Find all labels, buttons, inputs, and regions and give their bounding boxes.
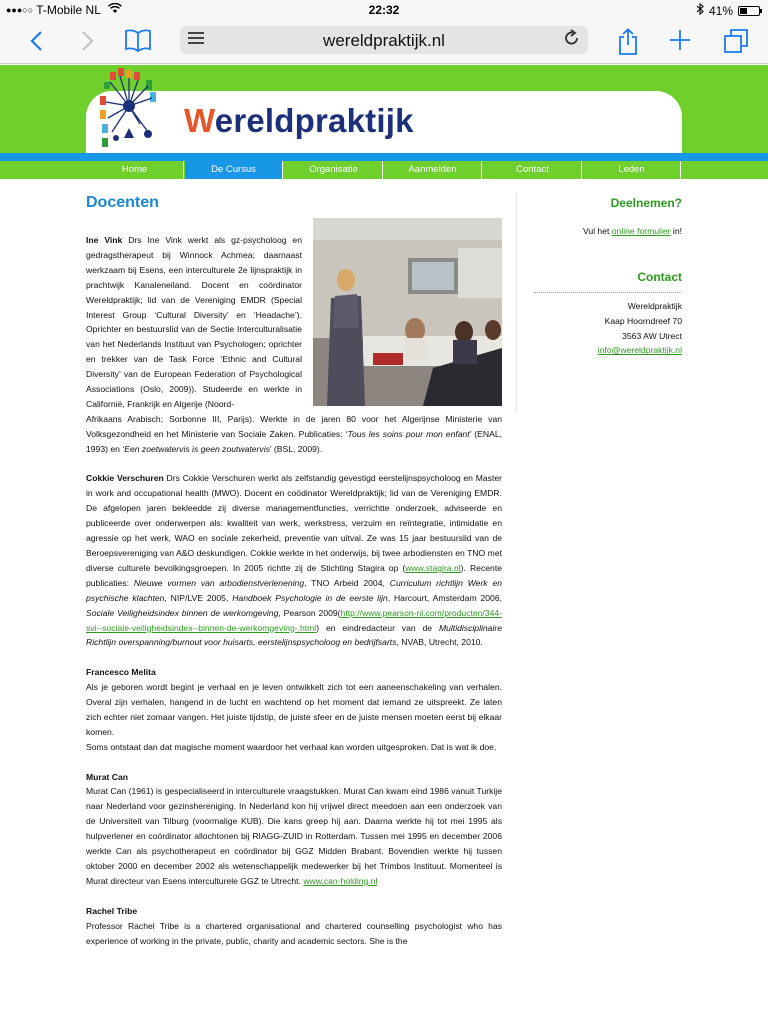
bio-name: Ine Vink — [86, 235, 123, 245]
main-content — [86, 233, 502, 963]
page-title: Docenten — [86, 194, 159, 211]
add-icon[interactable] — [664, 28, 696, 58]
bio-rachel-tribe-name — [86, 904, 502, 919]
battery-percentage: 41% — [708, 3, 733, 18]
nav-item-organisatie[interactable]: Organisatie — [285, 161, 383, 179]
bio-francesco-p2: Soms ontstaat dan dat magische moment waardoor het verhaal kan worden uitgesproken. Dat is wat ik doe. — [86, 741, 497, 752]
site-logo-text[interactable]: Wereldpraktijk — [184, 102, 414, 139]
url-text[interactable]: wereldpraktijk.nl — [323, 31, 445, 50]
bookmarks-icon[interactable] — [122, 28, 154, 58]
status-bar — [0, 0, 768, 22]
stagira-link[interactable]: www.stagira.nl — [405, 562, 461, 573]
intro-wrap — [86, 233, 302, 412]
contact-street: Kaap Hoorndreef 70 — [604, 315, 682, 326]
nav-item-aanmelden[interactable]: Aanmelden — [384, 161, 482, 179]
bio-murat-can: Murat Can (1961) is gespecialiseerd in interculturele vraagstukken. Murat Can kwam eind 1986 vanuit Turkije naar Nederland voor gezinshereniging. In Nederland kon hij vrijwel direct meedoen aan een onderzoek van de Universiteit van Tilburg (voormalige KUB). Die kans greep hij aan. Daarna werkte hij tot mei 1995 als hulpverlener en coördinator allochtonen bij RIAGG-ZUID in Rotterdam. Tussen mei 1995 en december 2006 werkte Can als psychotherapeut en coördinator bij GGZ Midden Brabant. Bovendien werkte hij tussen oktober 2000 en december 2002 als wetenschappelijk medewerker bij het Trimbos Instituut. Momenteel is Murat directeur van Esens interculturele GGZ te Utrecht. www.can-holding.nl — [86, 786, 502, 886]
tabs-icon[interactable] — [720, 28, 752, 58]
can-holding-link[interactable]: www.can-holding.nl — [303, 875, 378, 886]
contact-divider — [534, 292, 682, 293]
logo-icon[interactable] — [96, 66, 162, 154]
contact-details — [598, 299, 682, 358]
contact-city: 3563 AW Utrect — [622, 330, 682, 341]
nav-item-de-cursus[interactable]: De Cursus — [185, 161, 283, 179]
signal-strength-icon: ●●●○○ — [6, 5, 34, 15]
bio-francesco-p1: Als je geboren wordt begint je verhaal en je leven ontwikkelt zich tot een aaneenschakeling van verhalen. Overal zijn verhalen, hangend in de lucht en wachtend op het moment dat iemand ze uitspreekt. Ze laten zich echter niet zomaar vangen. Het juiste tijdstip, de juiste sfeer en de juiste mensen moeten eerst bij elkaar komen. — [86, 682, 502, 737]
bio-francesco-melita — [86, 665, 502, 680]
back-icon[interactable] — [20, 28, 52, 58]
header-blue-band — [0, 153, 768, 161]
bio-ine-vink-a: Ine Vink Drs Ine Vink werkt als gz-psycholoog en gedragstherapeut bij Winnock Achmea; daarnaast werkzaam bij Esens, een interculturele 2e lijnspraktijk in prachtwijk Kanaleneiland. Docent en coördinator Wereldpraktijk; lid van de Vereniging EMDR (Special Interest Group ‘Cultural Diversity’ en ‘Headache’). Oprichter en bestuurslid van de Sectie Interculturalisatie van het Nederlands Instituut van Psychologen; oprichter en trekker van de Task Force ‘Ethnic and Cultural Diversity’ van de European Federation of Psychological Associations (Oslo, 2009)). Studeerde en werkte in Californië, Frankrijk en Algerije (Noord- — [86, 235, 302, 409]
status-right — [696, 3, 760, 18]
contact-heading: Contact — [637, 270, 682, 284]
clock: 22:32 — [368, 3, 400, 17]
bio-murat-can-name — [86, 770, 502, 785]
main-nav — [0, 161, 768, 179]
address-bar[interactable] — [180, 26, 588, 54]
deelnemen-text: Vul het online formulier in! — [582, 226, 682, 236]
share-icon[interactable] — [612, 28, 644, 58]
bio-name: Rachel Tribe — [86, 905, 138, 916]
bio-cokkie-verschuren: Cokkie Verschuren Drs Cokkie Verschuren werkt als zelfstandig gevestigd eerstelijnspsycholoog en Master in work and occupational health (MWO). Docent en coödinator Wereldpraktijk; lid van de Vereniging EMDR. De afgelopen jaren bekleedde zij diverse managementfuncties, verrichtte onderzoek, adviseerde en publiceerde over onderwerpen als: kwaliteit van werk, werkstress, verzuim en reïntegratie, intimidatie en agressie op het werk, WAO en sociale zekerheid, preventie van uitval. Ze was 15 jaar bestuurslid van de Beroepsvereniging van A&O deskundigen. Cokkie werkte in het onderwijs, bij twee arbodiensten en TNO met diverse culturele bevolkingsgroepen. In 2005 richtte zij de Stichting Stagira op (www.stagira.nl). Recente publicaties: Nieuwe vormen van arbodienstverlenening, TNO Arbeid 2004, Curriculum richtlijn Werk en psychische klachten, NIP/LVE 2005, Handboek Psychologie in de eerste lijn, Harcourt, Amsterdam 2006, Sociale Veiligheidsindex binnen de werkomgeving, Pearson 2009(http://www.pearson-nl.com/producten/344-svi--sociale-veiligheidsindex--binnen-de-werkomgeving-.html) en eindredacteur van de Multidisciplinaire Richtlijn overspanning/burnout voor huisarts, eerstelijnspsycholoog en bedrijfsarts, NVAB, Utrecht, 2010. — [86, 473, 503, 648]
bio-rachel-tribe: Professor Rachel Tribe is a chartered organisational and chartered counselling psychologist who has experience of working in the private, public, charity and academic sectors. She is the — [86, 920, 502, 946]
nav-item-contact[interactable]: Contact — [484, 161, 582, 179]
forward-icon[interactable] — [72, 28, 104, 58]
sidebar-divider — [516, 193, 517, 413]
bio-name: Francesco Melita — [86, 667, 156, 678]
online-form-link[interactable]: online formulier — [611, 226, 671, 236]
browser-toolbar — [0, 22, 768, 64]
bio-name: Murat Can — [86, 771, 129, 782]
nav-item-home[interactable]: Home — [86, 161, 184, 179]
reload-icon[interactable] — [564, 28, 580, 51]
battery-fill — [740, 8, 747, 14]
contact-email-link[interactable]: info@wereldpraktijk.nl — [597, 345, 682, 356]
bio-ine-vink-b: Afrikaans Arabisch; Sorbonne III, Parijs). Werkte in de jaren 80 voor het Algerijnse Ministerie van Volksgezondheid en het Ministerie van Sociale Zaken. Publicaties: ‘Tous les soins pour mon enfant’ (ENAL, 1993) en ‘Een zoetwatervis is geen zoutwatervis’ (BSL, 2009). — [86, 413, 502, 454]
bluetooth-icon — [696, 3, 704, 18]
pearson-link[interactable]: http://www.pearson-nl.com/producten/344-svi--sociale-veiligheidsindex--binnen-de-werkomgeving-.html — [86, 607, 503, 633]
contact-name: Wereldpraktijk — [627, 301, 682, 311]
battery-icon — [738, 6, 760, 16]
deelnemen-heading: Deelnemen? — [610, 196, 682, 210]
bio-name: Cokkie Verschuren — [86, 473, 164, 484]
nav-item-leden[interactable]: Leden — [583, 161, 681, 179]
carrier-name: T-Mobile NL — [36, 3, 101, 17]
